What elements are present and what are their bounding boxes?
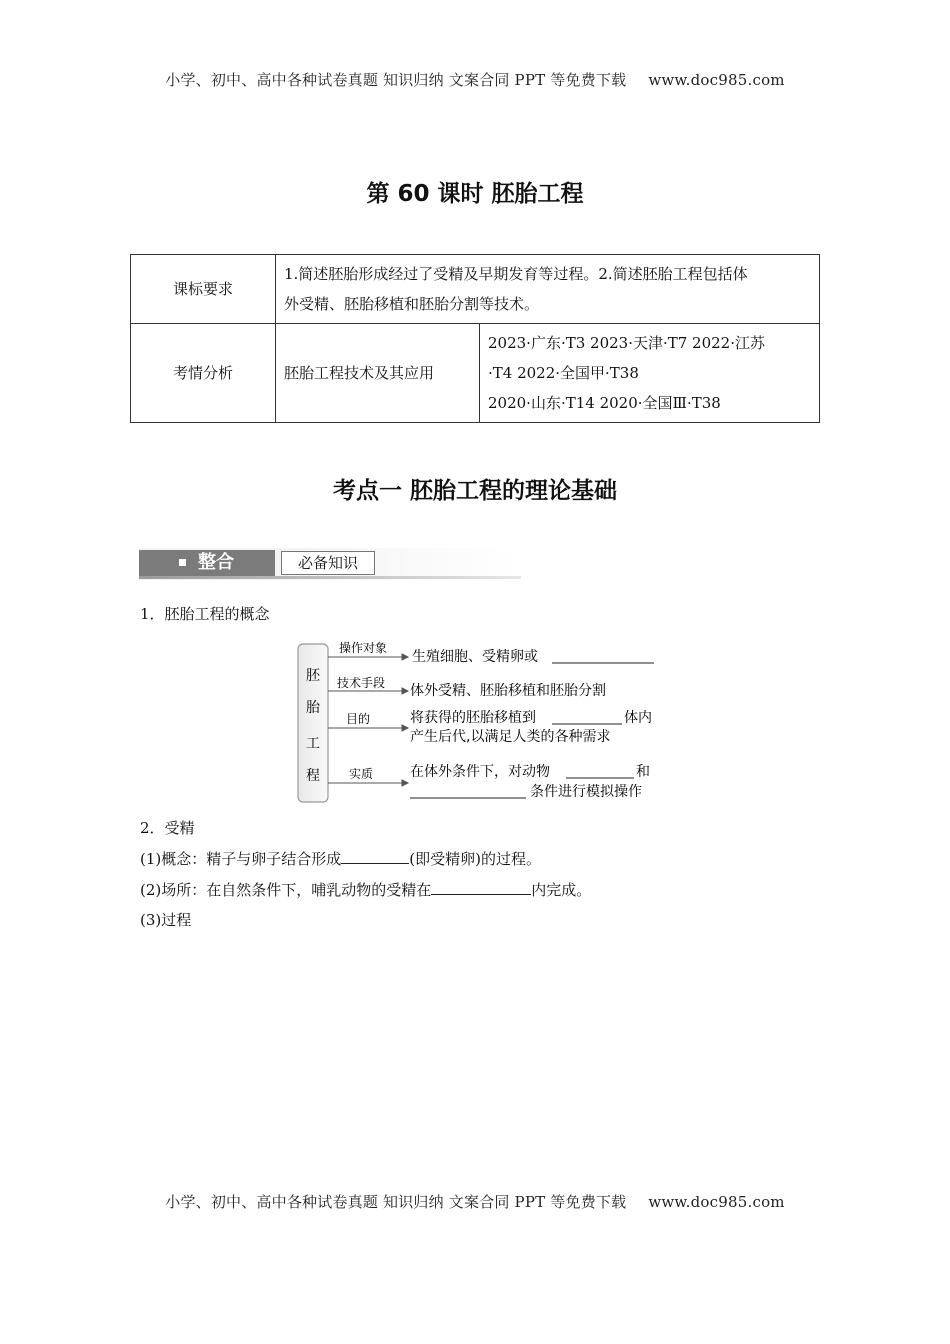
standards-line-2: 外受精、胚胎移植和胚胎分割等技术。: [284, 295, 540, 313]
item2-title: 2．受精: [140, 819, 195, 837]
row-label-analysis: 考情分析: [131, 324, 276, 423]
item2-concept-text-b: (即受精卵)的过程。: [409, 850, 541, 868]
blank-line: [341, 849, 409, 864]
branch-text-essence-2: 条件进行模拟操作: [530, 784, 642, 800]
exam-line-2: ·T4 2022·全国甲·T38: [488, 364, 639, 382]
branch-text-object: 生殖细胞、受精卵或: [412, 649, 538, 665]
branch-label-purpose: 目的: [346, 712, 371, 726]
table-row: [131, 324, 820, 423]
concept-diagram: [290, 636, 670, 806]
item2-concept-text-a: (1)概念：精子与卵子结合形成: [140, 850, 342, 868]
analysis-exams: [480, 324, 820, 423]
blank-line: [431, 880, 531, 895]
box-char: 胎: [306, 700, 320, 716]
branch-text-essence-1: 在体外条件下，对动物: [410, 764, 550, 780]
branch-label-technique: 技术手段: [337, 676, 386, 690]
banner-light-tab: 必备知识: [281, 551, 375, 575]
standards-cell: [276, 255, 820, 324]
exam-line-3: 2020·山东·T14 2020·全国Ⅲ·T38: [488, 394, 721, 412]
banner-dark-tab: [139, 550, 275, 576]
item2-process: (3)过程: [140, 911, 192, 929]
exam-line-1: 2023·广东·T3 2023·天津·T7 2022·江苏: [488, 334, 765, 352]
square-bullet-icon: [179, 559, 186, 566]
item2-location-text-a: (2)场所：在自然条件下，哺乳动物的受精在: [140, 881, 432, 899]
box-char: 工: [306, 736, 320, 752]
section-title: 考点一 胚胎工程的理论基础: [332, 478, 617, 504]
table-row: [131, 255, 820, 324]
box-char: 程: [306, 768, 320, 784]
box-char: 胚: [306, 668, 320, 684]
requirements-table: [130, 254, 820, 423]
lesson-title: 第 60 课时 胚胎工程: [366, 181, 584, 207]
row-label-standards: 课标要求: [131, 255, 276, 324]
item2-location-text-b: 内完成。: [531, 881, 592, 899]
footer-left-text: 小学、初中、高中各种试卷真题 知识归纳 文案合同 PPT 等免费下载: [165, 1193, 627, 1211]
page-footer: [0, 1191, 950, 1212]
item2-location: [140, 879, 591, 900]
page-header: [0, 69, 950, 90]
item1-title: 1．胚胎工程的概念: [140, 605, 270, 623]
banner-dark-label: 整合: [198, 552, 234, 573]
header-url: www.doc985.com: [648, 71, 785, 89]
branch-text-essence-1b: 和: [636, 764, 650, 780]
branch-label-object: 操作对象: [339, 641, 388, 655]
branch-text-technique: 体外受精、胚胎移植和胚胎分割: [410, 683, 606, 699]
branch-text-purpose-2: 产生后代,以满足人类的各种需求: [410, 729, 611, 745]
branch-text-purpose-1: 将获得的胚胎移植到: [410, 710, 536, 726]
section-banner: [139, 548, 521, 580]
banner-underline: [139, 576, 521, 579]
header-left-text: 小学、初中、高中各种试卷真题 知识归纳 文案合同 PPT 等免费下载: [165, 71, 627, 89]
standards-line-1: 1.简述胚胎形成经过了受精及早期发育等过程。2.简述胚胎工程包括体: [284, 265, 748, 283]
analysis-topic: 胚胎工程技术及其应用: [276, 324, 480, 423]
branch-label-essence: 实质: [349, 767, 374, 781]
branch-text-purpose-1b: 体内: [624, 710, 652, 726]
footer-url: www.doc985.com: [648, 1193, 785, 1211]
item2-concept: [140, 848, 541, 869]
